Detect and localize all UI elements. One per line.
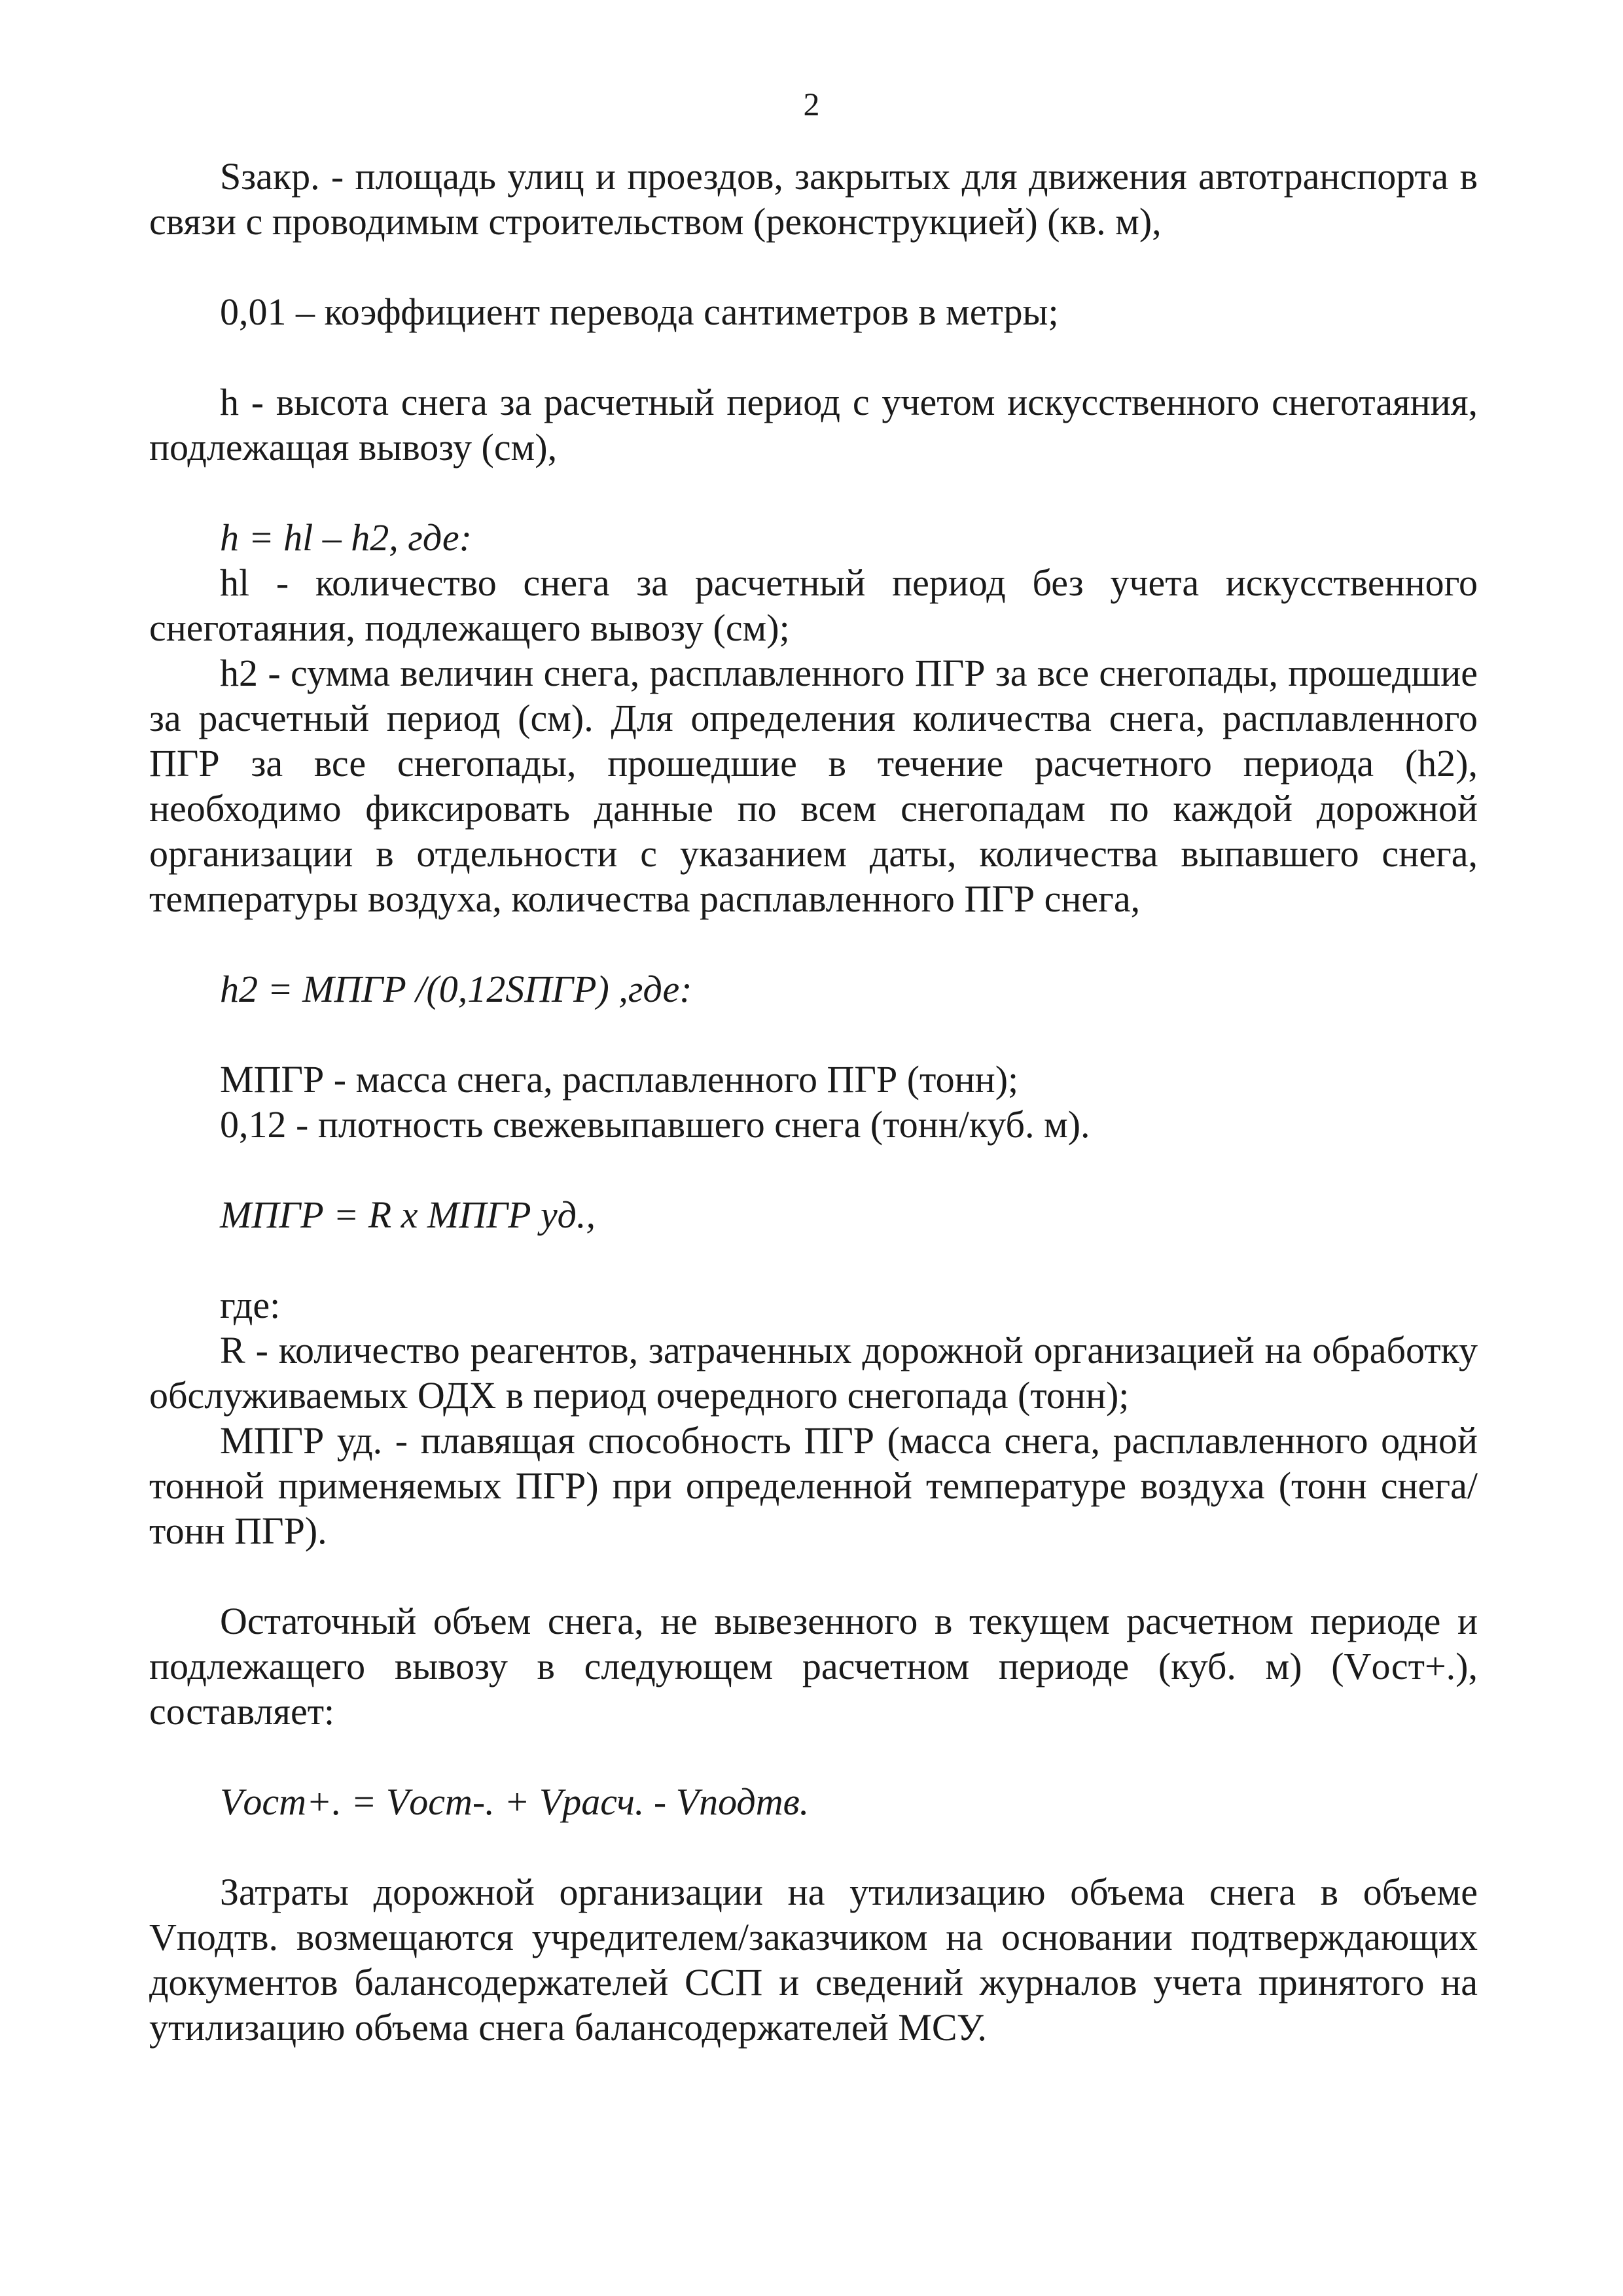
paragraph-mpgr-ud-definition: МПГР уд. - плавящая способность ПГР (масса снега, расплавленного одной тонной применяемых ПГР) при определенной температуре воздуха (тонн снега/тонн ПГР). (149, 1419, 1478, 1552)
document-body (149, 154, 1478, 2050)
formula-h: h = hl – h2, где: (220, 516, 472, 559)
formula-vost: Vост+. = Vост-. + Vрасч. - Vподтв. (220, 1780, 810, 1823)
paragraph-costs: Затраты дорожной организации на утилизацию объема снега в объеме Vподтв. возмещаются учредителем/заказчиком на основании подтверждающих документов балансодержателей ССП и сведений журналов учета принятого на утилизацию объема снега балансодержателей МСУ. (149, 1871, 1478, 2049)
formula-mpgr: МПГР = R x МПГР уд., (220, 1193, 596, 1236)
paragraph-s-zakr: Sзакр. - площадь улиц и проездов, закрытых для движения автотранспорта в связи с проводимым строительством (реконструкцией) (кв. м), (149, 155, 1478, 243)
paragraph-h-definition: h - высота снега за расчетный период с учетом искусственного снеготаяния, подлежащая вывозу (см), (149, 381, 1478, 468)
page-number: 2 (803, 86, 820, 122)
paragraph-h2-definition: h2 - сумма величин снега, расплавленного ПГР за все снегопады, прошедшие за расчетный период (см). Для определения количества снега, расплавленного ПГР за все снегопады, прошедшие в течение расчетного периода (h2), необходимо фиксировать данные по всем снегопадам по каждой дорожной организации в отдельности с указанием даты, количества выпавшего снега, температуры воздуха, количества расплавленного ПГР снега, (149, 652, 1478, 920)
paragraph-mpgr-definition: МПГР - масса снега, расплавленного ПГР (тонн); (220, 1058, 1019, 1101)
paragraph-r-definition: R - количество реагентов, затраченных дорожной организацией на обработку обслуживаемых ОДХ в период очередного снегопада (тонн); (149, 1329, 1478, 1417)
paragraph-residual-volume: Остаточный объем снега, не вывезенного в текущем расчетном периоде и подлежащего вывозу в следующем расчетном периоде (куб. м) (Vост+.), составляет: (149, 1600, 1478, 1733)
label-where: где: (220, 1284, 281, 1326)
paragraph-h1-definition: hl - количество снега за расчетный период без учета искусственного снеготаяния, подлежащего вывозу (см); (149, 561, 1478, 649)
paragraph-coef: 0,01 – коэффициент перевода сантиметров в метры; (220, 291, 1059, 333)
paragraph-density-definition: 0,12 - плотность свежевыпавшего снега (тонн/куб. м). (220, 1103, 1090, 1146)
formula-h2: h2 = МПГР /(0,12SПГР) ,где: (220, 968, 692, 1010)
